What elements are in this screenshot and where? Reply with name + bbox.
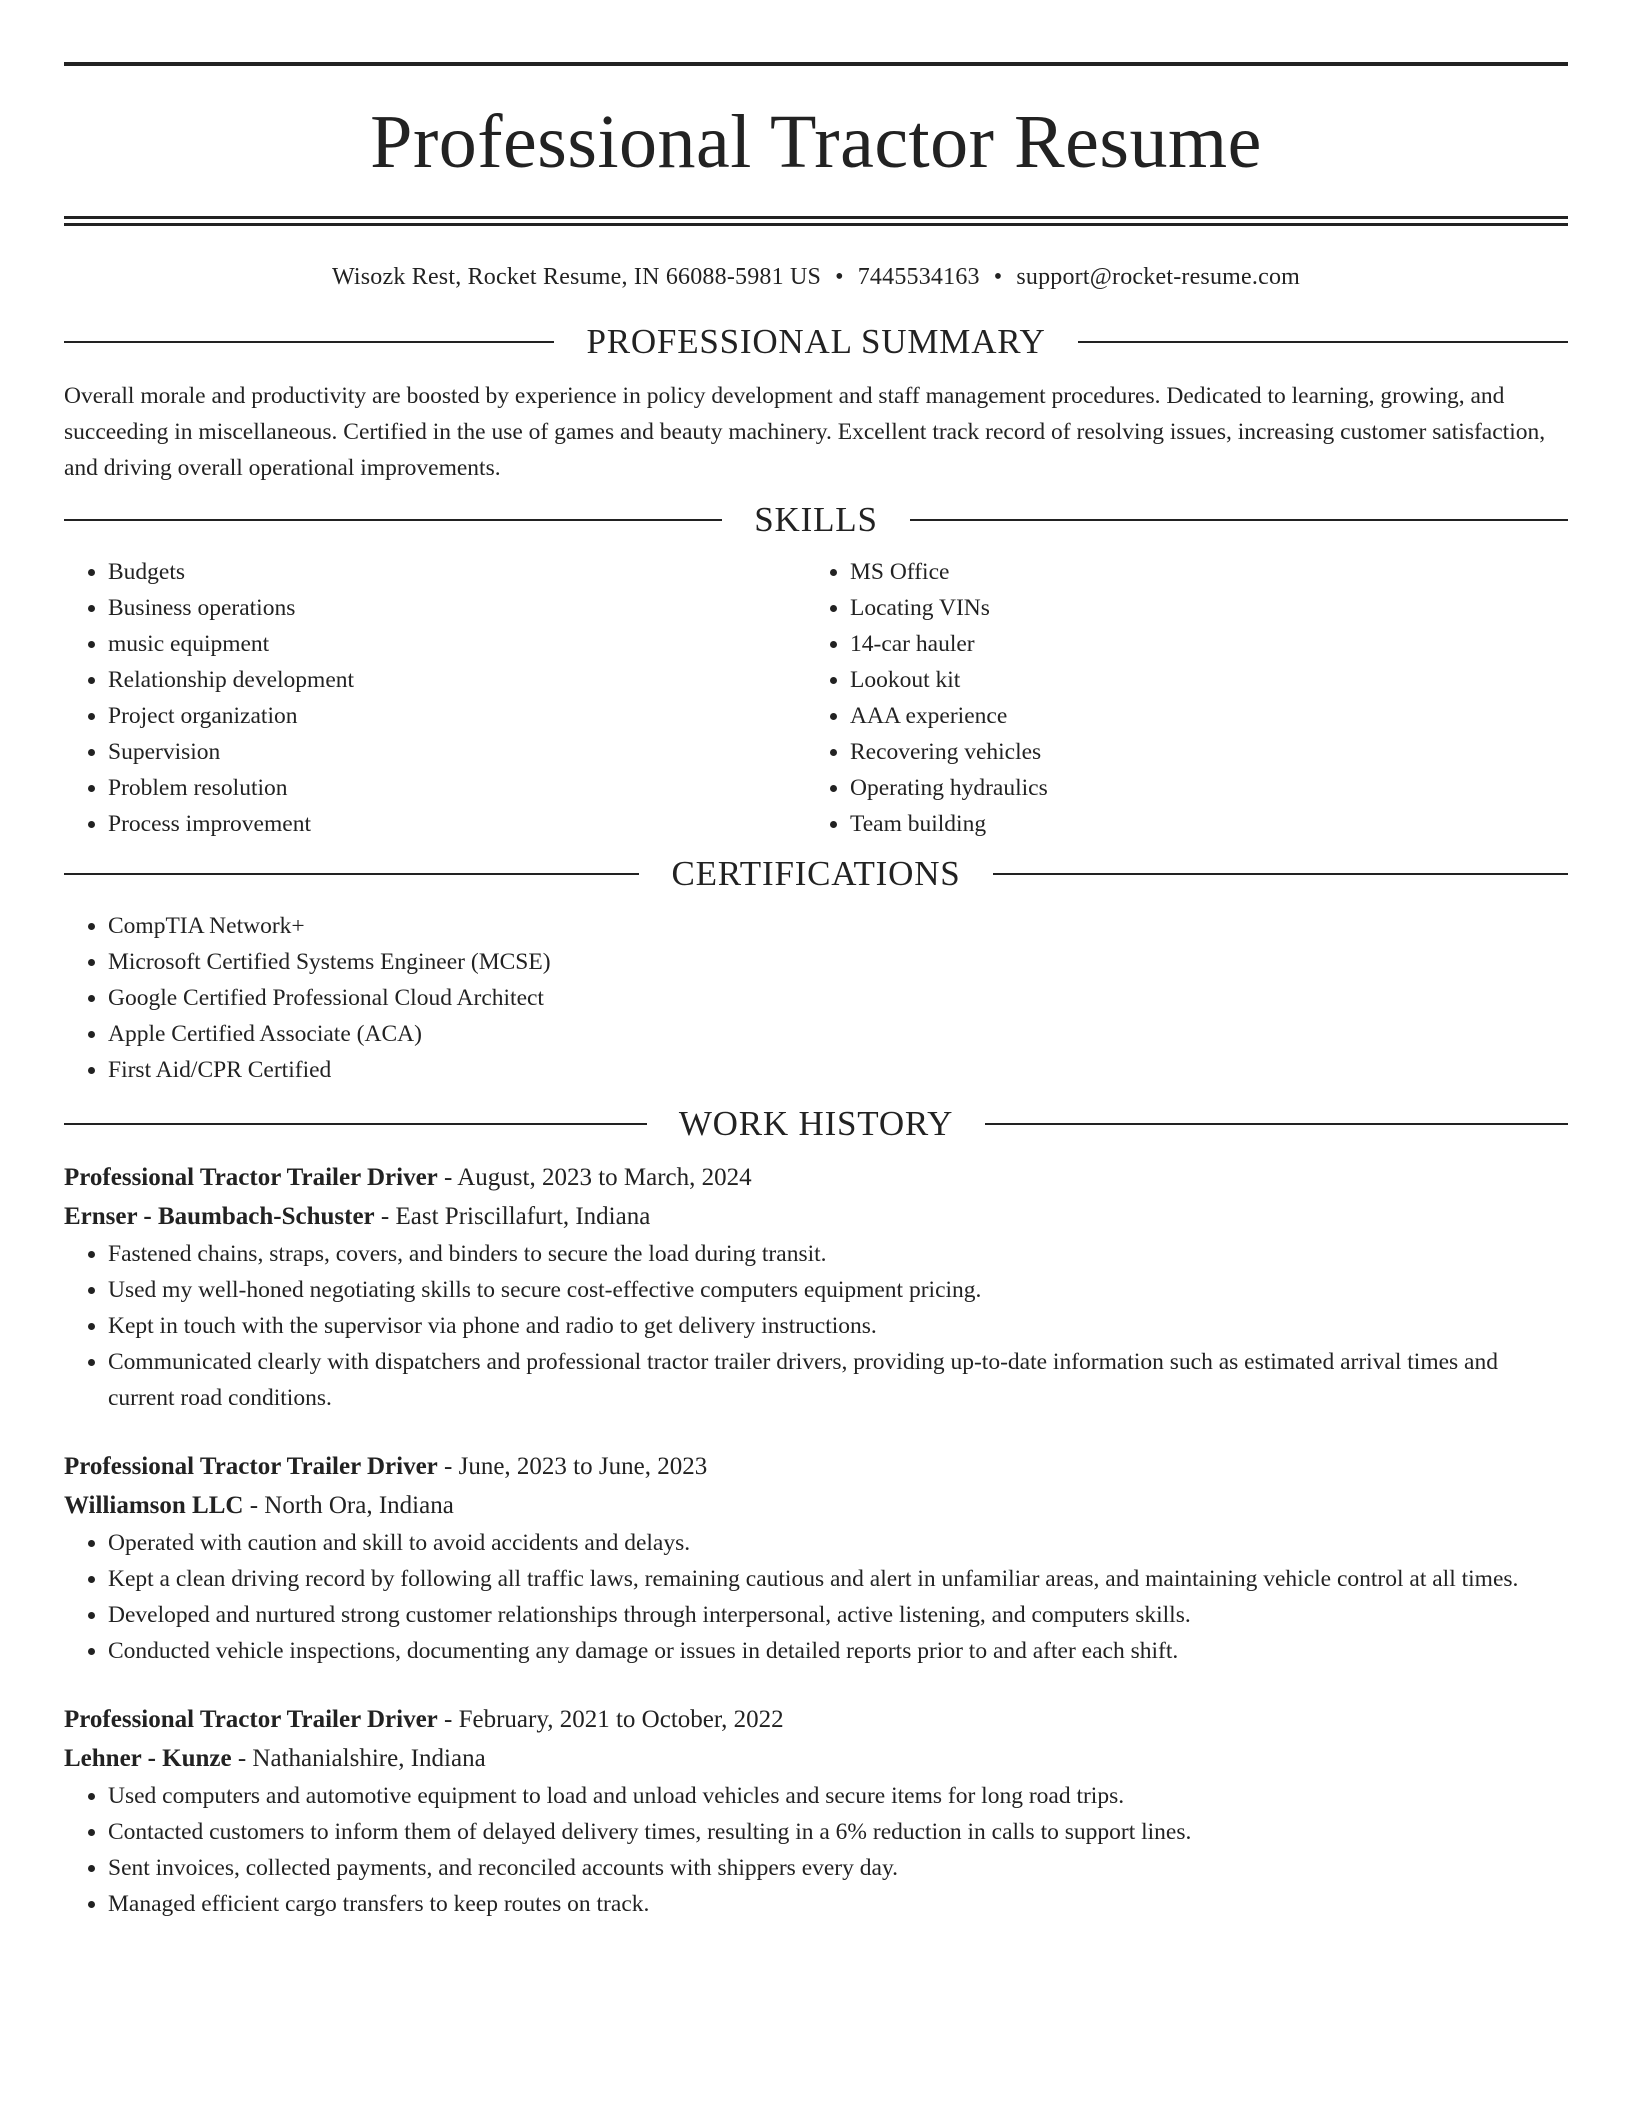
- job-company-line: Williamson LLC - North Ora, Indiana: [64, 1492, 454, 1519]
- job-bullet: • Fastened chains, straps, covers, and binders to secure the load during transit.: [108, 1236, 1568, 1272]
- certification-item: • Google Certified Professional Cloud Architect: [108, 980, 1568, 1016]
- contact-separator: •: [835, 264, 844, 290]
- heading-rule-right: [1078, 341, 1568, 343]
- certification-item: • First Aid/CPR Certified: [108, 1052, 1568, 1088]
- skill-item: • Relationship development: [108, 662, 806, 698]
- contact-phone[interactable]: 7445534163: [857, 264, 980, 290]
- job-bullet: • Used computers and automotive equipment to load and unload vehicles and secure items for long road trips.: [108, 1778, 1568, 1814]
- skill-item: • Recovering vehicles: [850, 734, 1548, 770]
- certification-item: • Microsoft Certified Systems Engineer (MCSE): [108, 944, 1568, 980]
- job-bullet: • Contacted customers to inform them of delayed delivery times, resulting in a 6% reduction in calls to support lines.: [108, 1814, 1568, 1850]
- summary-heading: [64, 318, 1568, 366]
- heading-rule-right: [993, 873, 1568, 875]
- job-dates: August, 2023 to March, 2024: [457, 1164, 752, 1191]
- skills-heading-label: SKILLS: [754, 500, 878, 539]
- summary-heading-label: PROFESSIONAL SUMMARY: [586, 322, 1046, 361]
- header-top-rule: [64, 62, 1568, 66]
- job-dates: June, 2023 to June, 2023: [458, 1453, 708, 1480]
- job-bullet: • Kept a clean driving record by following all traffic laws, remaining cautious and alert in unfamiliar areas, and maintaining vehicle control at all times.: [108, 1561, 1568, 1597]
- job-company-line: Lehner - Kunze - Nathanialshire, Indiana: [64, 1745, 486, 1772]
- job-company: Lehner - Kunze: [64, 1745, 232, 1772]
- contact-address: Wisozk Rest, Rocket Resume, IN 66088-5981 US: [331, 264, 822, 290]
- skill-item: • MS Office: [850, 554, 1548, 590]
- resume-title: Professional Tractor Resume: [370, 100, 1262, 184]
- job-entry: [64, 1158, 1568, 1416]
- job-bullet: • Used my well-honed negotiating skills to secure cost-effective computers equipment pricing.: [108, 1272, 1568, 1308]
- job-title: Professional Tractor Trailer Driver: [64, 1453, 438, 1480]
- job-bullets: [64, 1236, 1568, 1416]
- skills-column-right: [806, 554, 1548, 842]
- heading-rule-left: [64, 873, 639, 875]
- job-bullet: • Sent invoices, collected payments, and reconciled accounts with shippers every day.: [108, 1850, 1568, 1886]
- job-bullet: • Communicated clearly with dispatchers and professional tractor trailer drivers, providing up-to-date information such as estimated arrival times and current road conditions.: [108, 1344, 1568, 1416]
- contact-email[interactable]: support@rocket-resume.com: [1016, 264, 1301, 290]
- job-dates: February, 2021 to October, 2022: [458, 1706, 784, 1733]
- contact-line: [64, 259, 1568, 295]
- skill-item: • AAA experience: [850, 698, 1548, 734]
- job-entry: [64, 1447, 1568, 1669]
- skill-item: • Process improvement: [108, 806, 806, 842]
- heading-rule-left: [64, 341, 554, 343]
- job-bullets: [64, 1525, 1568, 1669]
- work-heading: [64, 1100, 1568, 1148]
- certifications-heading-label: CERTIFICATIONS: [671, 854, 961, 893]
- job-company-line: Ernser - Baumbach-Schuster - East Priscillafurt, Indiana: [64, 1203, 651, 1230]
- job-location: North Ora, Indiana: [264, 1492, 454, 1519]
- skill-item: • Operating hydraulics: [850, 770, 1548, 806]
- work-heading-label: WORK HISTORY: [678, 1104, 954, 1143]
- job-bullet: • Kept in touch with the supervisor via phone and radio to get delivery instructions.: [108, 1308, 1568, 1344]
- skill-item: • Team building: [850, 806, 1548, 842]
- heading-rule-right: [910, 519, 1568, 521]
- job-location: East Priscillafurt, Indiana: [395, 1203, 651, 1230]
- certifications-heading: [64, 850, 1568, 898]
- certifications-list: [64, 908, 1568, 1088]
- skills-column-left: [64, 554, 806, 842]
- skill-item: • Project organization: [108, 698, 806, 734]
- skill-item: • Lookout kit: [850, 662, 1548, 698]
- skills-list: [64, 554, 1568, 842]
- job-title-line: Professional Tractor Trailer Driver - February, 2021 to October, 2022: [64, 1706, 784, 1733]
- job-bullet: • Developed and nurtured strong customer relationships through interpersonal, active listening, and computers skills.: [108, 1597, 1568, 1633]
- job-bullet: • Operated with caution and skill to avoid accidents and delays.: [108, 1525, 1568, 1561]
- header-double-rule: [64, 216, 1568, 226]
- heading-rule-left: [64, 519, 722, 521]
- job-title: Professional Tractor Trailer Driver: [64, 1706, 438, 1733]
- certification-item: • Apple Certified Associate (ACA): [108, 1016, 1568, 1052]
- certification-item: • CompTIA Network+: [108, 908, 1568, 944]
- job-company: Ernser - Baumbach-Schuster: [64, 1203, 375, 1230]
- skill-item: • Locating VINs: [850, 590, 1548, 626]
- skill-item: • Budgets: [108, 554, 806, 590]
- job-title: Professional Tractor Trailer Driver: [64, 1164, 438, 1191]
- skill-item: • 14-car hauler: [850, 626, 1548, 662]
- skills-heading: [64, 496, 1568, 544]
- job-company: Williamson LLC: [64, 1492, 244, 1519]
- job-title-line: Professional Tractor Trailer Driver - June, 2023 to June, 2023: [64, 1453, 708, 1480]
- job-title-line: Professional Tractor Trailer Driver - August, 2023 to March, 2024: [64, 1164, 752, 1191]
- skill-item: • music equipment: [108, 626, 806, 662]
- job-bullet: • Conducted vehicle inspections, documenting any damage or issues in detailed reports prior to and after each shift.: [108, 1633, 1568, 1669]
- skill-item: • Business operations: [108, 590, 806, 626]
- job-bullets: [64, 1778, 1568, 1922]
- job-entry: [64, 1700, 1568, 1922]
- job-bullet: • Managed efficient cargo transfers to keep routes on track.: [108, 1886, 1568, 1922]
- skill-item: • Supervision: [108, 734, 806, 770]
- summary-text: Overall morale and productivity are boosted by experience in policy development and staff management procedures. Dedicated to learning, growing, and succeeding in miscellaneous. Certified in the use of games and beauty machinery. Excellent track record of resolving issues, increasing customer satisfaction, and driving overall operational improvements.: [64, 383, 1546, 481]
- contact-separator: •: [993, 264, 1003, 290]
- heading-rule-left: [64, 1123, 647, 1125]
- skill-item: • Problem resolution: [108, 770, 806, 806]
- job-location: Nathanialshire, Indiana: [252, 1745, 486, 1772]
- heading-rule-right: [985, 1123, 1568, 1125]
